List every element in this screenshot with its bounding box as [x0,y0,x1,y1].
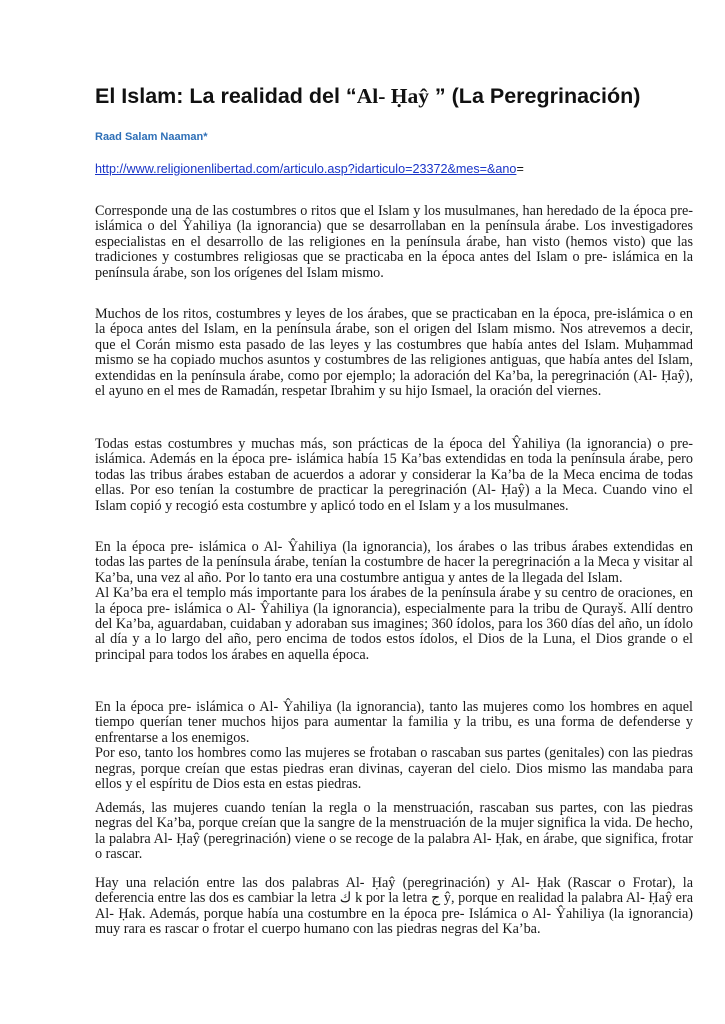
paragraph: Además, las mujeres cuando tenían la regla o la menstruación, rascaban sus partes, con las piedras negras del Ka’ba, porque creían que la sangre de la menstruación de la mujer significa la vida. De hecho, la palabra Al- Ḥaŷ (peregrinación) viene o se recoge de la palabra Al- Ḥak, en árabe, que significa, frotar o rascar. [95,800,693,863]
paragraph: Todas estas costumbres y muchas más, son prácticas de la época del Ŷahiliya (la ignorancia) o pre- islámica. Además en la época pre- islámica había 15 Ka’bas extendidas en toda la península árabe, pero todas las tribus árabes estaban de acuerdos a adorar y considerar la Ka’ba de la Meca encima de todas ellas. Por eso tenían la costumbre de practicar la peregrinación (Al- Ḥaŷ) a la Meca. Cuando vino el Islam copió y recogió esta costumbre y aplicó todo en el Islam y a los musulmanes. [95,436,693,514]
title-suffix: ” (La Peregrinación) [428,84,641,108]
document-title [95,84,695,109]
paragraph: Muchos de los ritos, costumbres y leyes de los árabes, que se practicaban en la época, pre-islámica o en la época antes del Islam, en la península árabe, son el origen del Islam mismo. Nos atrevemos a decir, que el Corán mismo esta pasado de las leyes y las costumbres que había antes del Islam. Muḥammad mismo se ha copiado muchos asuntos y costumbres de las religiones antiguas, que había antes del Islam, extendidas en la península árabe, como por ejemplo; la adoración del Ka’ba, la peregrinación (Al- Ḥaŷ), el ayuno en el mes de Ramadán, respetar Ibrahim y su hijo Ismael, la oración del viernes. [95,306,693,400]
paragraph: Corresponde una de las costumbres o ritos que el Islam y los musulmanes, han heredado de la época pre-islámica o del Ŷahiliya (la ignorancia) que se desarrollaban en la península árabe. Los investigadores especialistas en el desarrollo de las religiones en la península árabe, han visto (hemos visto) que las tradiciones y costumbres religiosas que se practicaba en la época antes del Islam o pre- islámica en la península árabe, son los orígenes del Islam mismo. [95,203,693,281]
source-line [95,162,524,176]
paragraph-part: Por eso, tanto los hombres como las mujeres se frotaban o rascaban sus partes (genitales) con las piedras negras, porque creían que estas piedras eran divinas, cayeran del cielo. Dios mismo las mandaba para ellos y el espíritu de Dios esta en estas piedras. [95,745,693,793]
paragraph [95,540,693,663]
source-link[interactable]: http://www.religionenlibertad.com/articulo.asp?idarticulo=23372&mes=&ano [95,162,517,176]
title-prefix: El Islam: La realidad del “ [95,84,357,108]
paragraph-part: En la época pre- islámica o Al- Ŷahiliya (la ignorancia), los árabes o las tribus árabes extendidas en todas las partes de la península árabe, tenían la costumbre de hacer la peregrinación a la Meca y visitar al Ka’ba, una vez al año. Por lo tanto era una costumbre antigua y antes de la llegada del Islam. [95,539,693,586]
paragraph: Hay una relación entre las dos palabras Al- Ḥaŷ (peregrinación) y Al- Ḥak (Rascar o Frotar), la deferencia entre las dos es cambiar la letra ك k por la letra ج ŷ, porque en realidad la palabra Al- Ḥaŷ era Al- Ḥak. Además, porque había una costumbre en la época pre- Islámica o Al- Ŷahiliya (la ignorancia) muy rara es rascar o frotar el cuerpo humano con las piedras negras del Ka’ba. [95,875,693,938]
title-term: Al- Ḥaŷ [356,84,429,108]
author-name: Raad Salam Naaman* [95,131,208,143]
paragraph-part: En la época pre- islámica o Al- Ŷahiliya (la ignorancia), tanto las mujeres como los hombres en aquel tiempo querían tener muchos hijos para aumentar la familia y la tribu, es una forma de defenderse y enfrentarse a los enemigos. [95,699,693,746]
paragraph-part: Al Ka’ba era el templo más importante para los árabes de la península árabe y su centro de oraciones, en la época pre- islámica o Al- Ŷahiliya (la ignorancia), especialmente para la tribu de Qurayš. Allí dentro del Ka’ba, aguardaban, cuidaban y adoraban sus imagines; 360 ídolos, para los 360 días del año, un ídolo al día y a lo largo del año, pero encima de todos estos ídolos, el Dios de la Luna, el Dios grande o el principal para todos los árabes en aquella época. [95,585,693,663]
source-link-trailing: = [516,162,524,176]
paragraph [95,700,693,792]
